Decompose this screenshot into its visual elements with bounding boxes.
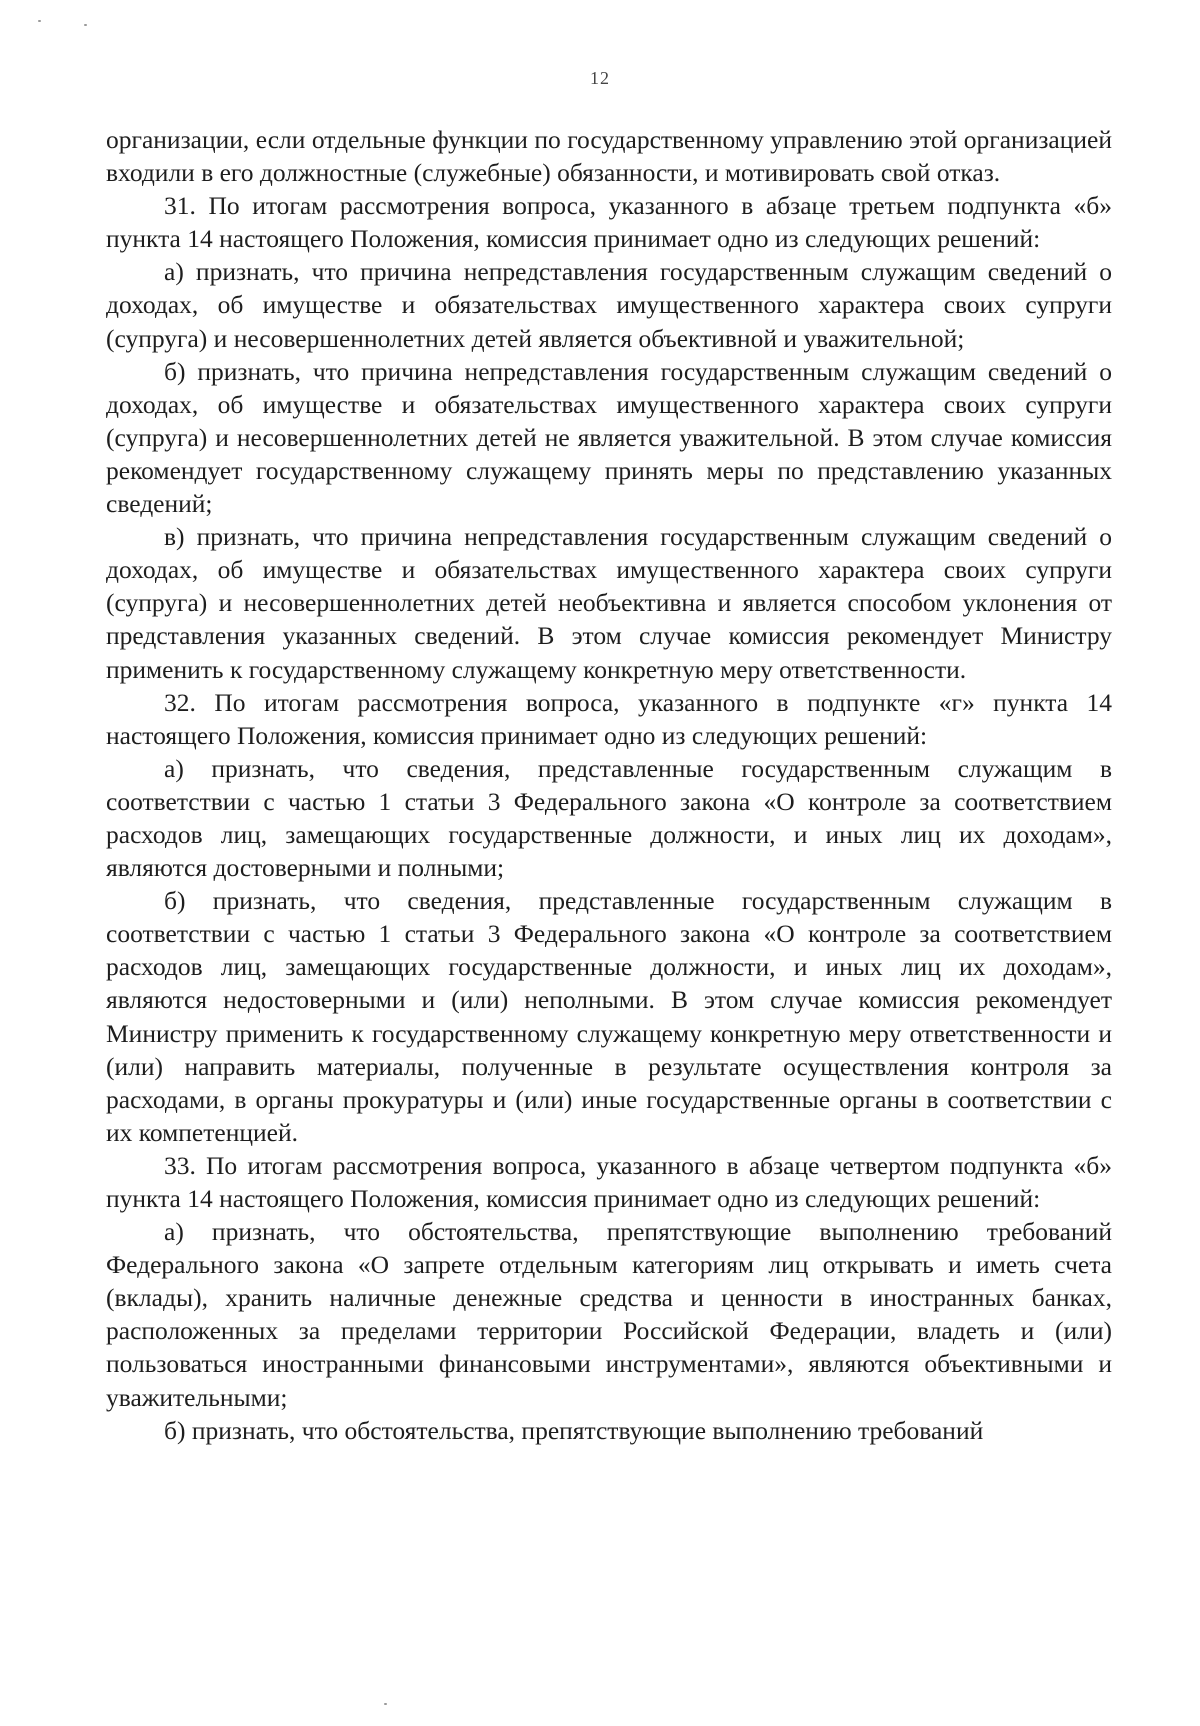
- page-number: 12: [590, 68, 610, 88]
- paragraph-item-31: 31. По итогам рассмотрения вопроса, указанного в абзаце третьем подпункта «б» пункта 14 настоящего Положения, комиссия принимает одно из следующих решений:: [106, 191, 1112, 254]
- scan-artifact-dot: [84, 24, 87, 26]
- paragraph-continuation: организации, если отдельные функции по государственному управлению этой организацией входили в его должностные (служебные) обязанности, и мотивировать свой отказ.: [106, 125, 1112, 188]
- document-body: [106, 123, 1112, 1447]
- paragraph-31-a: а) признать, что причина непредставления государственным служащим сведений о доходах, об имуществе и обязательствах имущественного характера своих супруги (супруга) и несовершеннолетних детей является объективной и уважительной;: [106, 257, 1112, 353]
- paragraph-33-a: а) признать, что обстоятельства, препятствующие выполнению требований Федерального закона «О запрете отдельным категориям лиц открывать и иметь счета (вклады), хранить наличные денежные средства и ценности в иностранных банках, расположенных за пределами территории Российской Федерации, владеть и (или) пользоваться иностранными финансовыми инструментами», являются объективными и уважительными;: [106, 1217, 1112, 1412]
- scan-artifact-dot: [38, 20, 41, 22]
- paragraph-item-32: 32. По итогам рассмотрения вопроса, указанного в подпункте «г» пункта 14 настоящего Положения, комиссия принимает одно из следующих решений:: [106, 687, 1112, 750]
- paragraph-31-v: в) признать, что причина непредставления государственным служащим сведений о доходах, об имуществе и обязательствах имущественного характера своих супруги (супруга) и несовершеннолетних детей необъективна и является способом уклонения от представления указанных сведений. В этом случае комиссия рекомендует Министру применить к государственному служащему конкретную меру ответственности.: [106, 522, 1112, 684]
- paragraph-32-b: б) признать, что сведения, представленные государственным служащим в соответствии с частью 1 статьи 3 Федерального закона «О контроле за соответствием расходов лиц, замещающих государственные должности, и иных лиц их доходам», являются недостоверными и (или) неполными. В этом случае комиссия рекомендует Министру применить к государственному служащему конкретную меру ответственности и (или) направить материалы, полученные в результате осуществления контроля за расходами, в органы прокуратуры и (или) иные государственные органы в соответствии с их компетенцией.: [106, 886, 1112, 1147]
- paragraph-item-33: 33. По итогам рассмотрения вопроса, указанного в абзаце четвертом подпункта «б» пункта 14 настоящего Положения, комиссия принимает одно из следующих решений:: [106, 1150, 1112, 1213]
- scan-artifact-dot: [384, 1703, 387, 1705]
- paragraph-32-a: а) признать, что сведения, представленные государственным служащим в соответствии с частью 1 статьи 3 Федерального закона «О контроле за соответствием расходов лиц, замещающих государственные должности, и иных лиц их доходам», являются достоверными и полными;: [106, 753, 1112, 883]
- paragraph-31-b: б) признать, что причина непредставления государственным служащим сведений о доходах, об имуществе и обязательствах имущественного характера своих супруги (супруга) и несовершеннолетних детей не является уважительной. В этом случае комиссия рекомендует государственному служащему принять меры по представлению указанных сведений;: [106, 356, 1112, 519]
- paragraph-33-b: б) признать, что обстоятельства, препятствующие выполнению требований: [164, 1415, 984, 1445]
